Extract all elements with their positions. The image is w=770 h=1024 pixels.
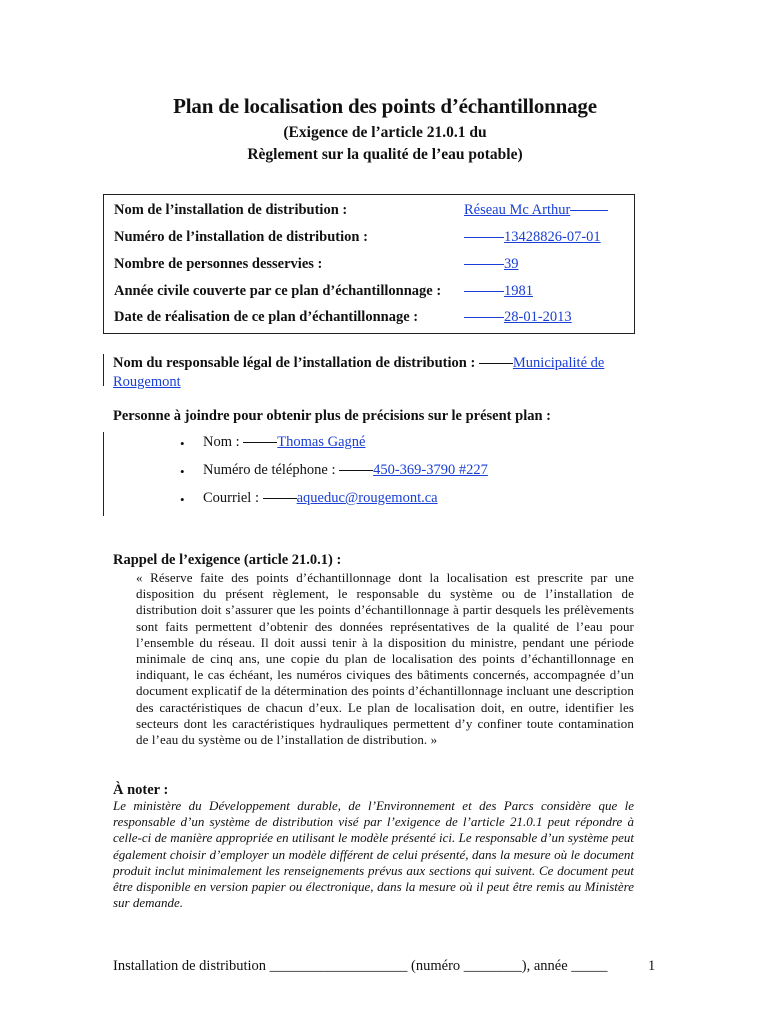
page-subtitle-line2: Règlement sur la qualité de l’eau potable) <box>247 146 523 163</box>
installation-info-box <box>103 194 635 334</box>
bullet-icon: • <box>180 464 185 479</box>
persons-served-label: Nombre de personnes desservies : <box>114 256 323 272</box>
persons-served-field[interactable] <box>464 256 519 273</box>
installation-name-value: Réseau Mc Arthur <box>464 202 571 218</box>
reminder-heading: Rappel de l’exigence (article 21.0.1) : <box>113 552 342 568</box>
contact-heading: Personne à joindre pour obtenir plus de précisions sur le présent plan : <box>113 408 551 424</box>
persons-served-value: 39 <box>504 256 519 272</box>
installation-number-label: Numéro de l’installation de distribution : <box>114 229 368 245</box>
contact-phone-label: Numéro de téléphone : <box>203 462 336 478</box>
contact-name-underline <box>243 442 277 443</box>
page-subtitle-line1: (Exigence de l’article 21.0.1 du <box>283 124 487 141</box>
responsible-value-line2[interactable]: Rougemont <box>113 374 181 390</box>
contact-name-label: Nom : <box>203 434 240 450</box>
installation-number-underline <box>464 237 504 238</box>
installation-number-value: 13428826-07-01 <box>504 229 601 245</box>
note-text: Le ministère du Développement durable, de l’Environnement et des Parcs considère que le responsable d’un système de distribution visé par l’exigence de l’article 21.0.1 peut répondre à celle-ci de manière appropriée en utilisant le modèle présenté ici. Le responsable d’un système peut également choisir d’employer un modèle différent de celui présenté, dans la mesure où le document produit inclut minimalement les renseignements prévus aux sections qui suivent. Ce document peut être disponible en version papier ou électronique, dans la mesure où il peut être remis au Ministère sur demande. <box>113 798 634 911</box>
calendar-year-underline <box>464 291 504 292</box>
calendar-year-value: 1981 <box>504 283 533 299</box>
plan-date-value: 28-01-2013 <box>504 309 572 325</box>
revision-bar <box>103 432 104 516</box>
installation-name-label: Nom de l’installation de distribution : <box>114 202 348 218</box>
contact-email-underline <box>263 498 297 499</box>
contact-email-item <box>203 490 438 507</box>
plan-date-underline <box>464 317 504 318</box>
responsible-underline <box>479 363 513 364</box>
plan-date-field[interactable] <box>464 309 572 326</box>
page-number: 1 <box>648 958 656 974</box>
calendar-year-label: Année civile couverte par ce plan d’échantillonnage : <box>114 283 442 299</box>
contact-email-value[interactable]: aqueduc@rougemont.ca <box>296 490 438 506</box>
responsible-label: Nom du responsable légal de l’installation de distribution : <box>113 355 476 371</box>
bullet-icon: • <box>180 436 185 451</box>
contact-name-item <box>203 434 365 451</box>
contact-email-label: Courriel : <box>203 490 259 506</box>
note-heading: À noter : <box>113 782 169 798</box>
contact-phone-underline <box>339 470 373 471</box>
revision-bar <box>103 354 104 386</box>
persons-served-underline <box>464 264 504 265</box>
responsible-value-line1[interactable]: Municipalité de <box>512 355 605 371</box>
page-title: Plan de localisation des points d’échantillonnage <box>173 94 597 118</box>
installation-name-underline <box>570 210 608 211</box>
responsible-block <box>113 354 643 392</box>
contact-phone-value[interactable]: 450-369-3790 #227 <box>373 462 488 478</box>
installation-number-field[interactable] <box>464 229 601 246</box>
calendar-year-field[interactable] <box>464 283 533 300</box>
bullet-icon: • <box>180 492 185 507</box>
installation-name-field[interactable] <box>464 202 608 219</box>
reminder-quote: « Réserve faite des points d’échantillonnage dont la localisation est prescrite par une disposition du présent règlement, le responsable du système ou de l’installation de distribution doit s’assurer que les points d’échantillonnage à partir desquels les prélèvements sont faits permettent d’obtenir des données représentatives de la qualité de l’eau pour l’ensemble du réseau. Il doit aussi tenir à la disposition du ministre, pendant une période minimale de cinq ans, une copie du plan de localisation des points d’échantillonnage en indiquant, le cas échéant, les numéros civiques des bâtiments concernés, accompagnée d’un document explicatif de la détermination des points d’échantillonnage incluant une description des caractéristiques de chacun d’eux. Le plan de localisation doit, en outre, identifier les secteurs dont les caractéristiques hydrauliques permettent d’y confiner toute contamination de l’eau du système ou de l’installation de distribution. » <box>136 570 634 748</box>
contact-phone-item <box>203 462 488 479</box>
contact-name-value[interactable]: Thomas Gagné <box>277 434 366 450</box>
footer-text: Installation de distribution ___________________ (numéro ________), année _____ <box>113 958 608 974</box>
plan-date-label: Date de réalisation de ce plan d’échantillonnage : <box>114 309 419 325</box>
